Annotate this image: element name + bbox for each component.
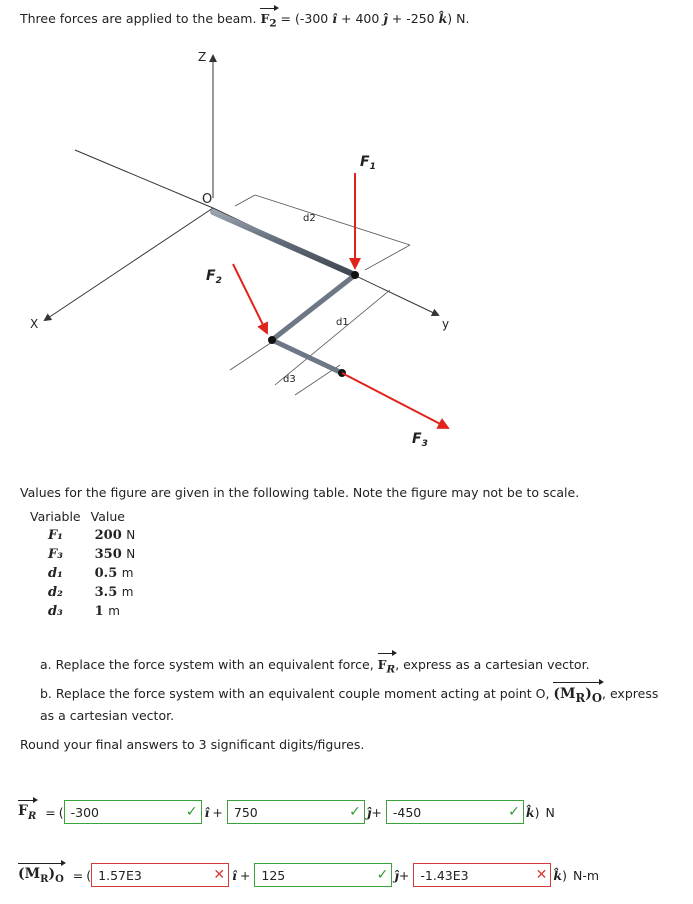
- mr-k-value: -1.43E3: [420, 868, 469, 883]
- question-a: [40, 656, 660, 679]
- x-axis: [45, 208, 213, 320]
- j-hat-symbol: ĵ: [394, 867, 399, 883]
- equals-sign: =: [45, 804, 56, 820]
- fr-unit: N: [545, 804, 555, 820]
- i-hat-symbol: î: [332, 11, 337, 26]
- j-hat-symbol: ĵ: [383, 11, 388, 26]
- plus-sign: +: [391, 11, 403, 26]
- force-f2-arrow: [233, 264, 267, 333]
- mr-i-input[interactable]: [91, 863, 229, 887]
- label-x: X: [30, 317, 39, 331]
- label-f2: $F_2$: [206, 268, 222, 286]
- label-f3: $F_3$: [412, 431, 428, 449]
- f2-x-value: -300: [299, 11, 329, 26]
- table-row: [30, 546, 145, 565]
- var-cell: F₁: [48, 528, 63, 543]
- fr-i-value: -300: [70, 805, 100, 820]
- plus-sign: +: [398, 867, 410, 883]
- fr-i-input[interactable]: [64, 800, 202, 824]
- open-paren: (: [86, 867, 92, 883]
- mr-answer-label: $(M_R)_O$: [18, 865, 64, 885]
- mr-vector-label: $(M_R)_O$: [553, 686, 603, 705]
- var-cell: d₂: [48, 585, 63, 600]
- i-hat-symbol: î: [204, 804, 210, 820]
- fr-k-value: -450: [392, 805, 422, 820]
- mr-i-value: 1.57E3: [98, 868, 142, 883]
- i-hat-symbol: î: [232, 867, 237, 883]
- label-o: O: [202, 192, 213, 207]
- header-variable: Variable: [30, 509, 81, 524]
- label-d2: d2: [303, 213, 316, 224]
- table-row: [30, 584, 145, 603]
- mr-unit: N-m: [572, 867, 600, 883]
- question-a-text: a. Replace the force system with an equivalent force,: [40, 657, 374, 672]
- intro-eq: = (: [276, 11, 300, 26]
- x-axis-back: [75, 150, 213, 208]
- fr-j-value: 750: [233, 805, 258, 820]
- check-icon: ✓: [349, 804, 361, 820]
- beam-segment-d3: [272, 340, 342, 373]
- values-table: [30, 508, 145, 622]
- point-f1: [351, 271, 359, 279]
- value-cell: 1 m: [94, 604, 120, 619]
- beam-segment-d1: [272, 275, 355, 340]
- intro-text: Three forces are applied to the beam.: [20, 11, 257, 26]
- fr-j-input[interactable]: [227, 800, 365, 824]
- label-f1: $F_1$: [360, 154, 376, 172]
- f2-vector-label: $F_2$: [260, 11, 277, 30]
- problem-statement: [20, 11, 469, 30]
- mr-k-input[interactable]: [413, 863, 551, 887]
- question-b: [40, 685, 660, 725]
- mr-j-input[interactable]: [254, 863, 392, 887]
- label-y: y: [442, 317, 450, 331]
- j-hat-symbol: ĵ: [366, 804, 372, 820]
- k-hat-symbol: k̂: [525, 804, 535, 820]
- beam: [213, 212, 359, 377]
- k-hat-symbol: k̂: [553, 867, 563, 883]
- label-d3: d3: [283, 374, 296, 385]
- fr-vector-label: $F_R$: [378, 656, 396, 679]
- table-row: [30, 603, 145, 622]
- plus-sign: +: [340, 11, 352, 26]
- force-f3-arrow: [342, 373, 448, 428]
- forces: [233, 173, 448, 428]
- table-note: Values for the figure are given in the following table. Note the figure may not be to scale.: [20, 485, 580, 500]
- label-z: Z: [198, 50, 207, 64]
- header-value: Value: [90, 509, 125, 524]
- fr-k-input[interactable]: [386, 800, 524, 824]
- table-row: [30, 565, 145, 584]
- point-f2: [268, 336, 276, 344]
- mr-j-value: 125: [261, 868, 286, 883]
- f2-z-value: -250: [406, 11, 435, 26]
- value-cell: 0.5 m: [94, 566, 134, 581]
- intro-close: ) N.: [447, 11, 470, 26]
- check-icon: ✓: [508, 804, 520, 820]
- question-b-text: b. Replace the force system with an equivalent couple moment acting at point O,: [40, 686, 550, 701]
- fr-answer-label: $F_R$: [18, 802, 37, 822]
- var-cell: d₃: [48, 604, 63, 619]
- mr-answer-row: $(M_R)_O$ = ( 1.57E3 ✕ î + 125 ✓ ĵ + -1.43E3 ✕ k̂ ) N-m: [18, 862, 599, 888]
- label-d1: d1: [336, 317, 349, 328]
- beam-figure: [30, 40, 470, 470]
- question-a-suffix: , express as a cartesian vector.: [395, 657, 590, 672]
- f2-y-value: 400: [355, 11, 380, 26]
- check-icon: ✓: [185, 804, 198, 820]
- check-icon: ✓: [376, 867, 389, 883]
- var-cell: F₃: [48, 547, 63, 562]
- value-cell: 200 N: [94, 528, 136, 543]
- plus-sign: +: [371, 804, 382, 820]
- table-row: [30, 527, 145, 546]
- plus-sign: +: [212, 804, 223, 820]
- table-header-row: [30, 508, 145, 527]
- rounding-note: Round your final answers to 3 significant digits/figures.: [20, 737, 365, 752]
- cross-icon: ✕: [535, 867, 548, 883]
- question-b-suffix: , express as a cartesian vector.: [40, 686, 659, 723]
- open-paren: (: [58, 804, 64, 820]
- var-cell: d₁: [48, 566, 63, 581]
- equals-sign: =: [72, 867, 84, 883]
- plus-sign: +: [239, 867, 251, 883]
- value-cell: 3.5 m: [94, 585, 134, 600]
- cross-icon: ✕: [213, 867, 226, 883]
- k-hat-symbol: k̂: [438, 11, 448, 26]
- value-cell: 350 N: [94, 547, 136, 562]
- fr-answer-row: $F_R$ = ( -300 ✓ î + 750 ✓ ĵ + -450 ✓ k̂ ) N: [18, 799, 555, 825]
